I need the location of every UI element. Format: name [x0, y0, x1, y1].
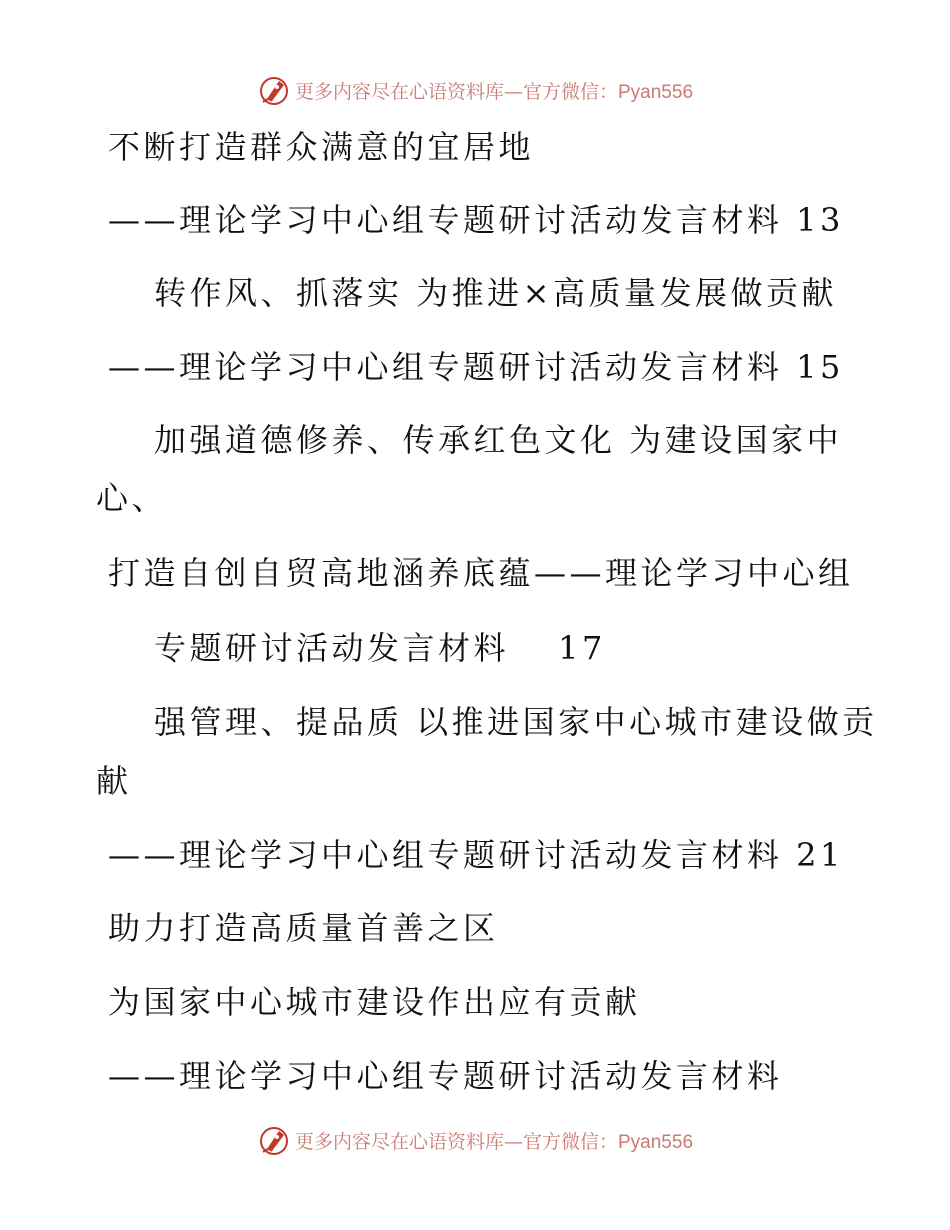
watermark-dash: —	[503, 80, 523, 103]
toc-line-14: ——理论学习中心组专题研讨活动发言材料	[108, 1057, 783, 1095]
watermark-text	[295, 1127, 693, 1154]
watermark-suffix: 官方微信：	[522, 80, 618, 103]
footer-watermark-banner	[0, 1120, 950, 1160]
watermark-suffix: 官方微信：	[522, 1130, 618, 1153]
watermark-main: 更多内容尽在心语资料库	[294, 1130, 504, 1153]
toc-line-13: 为国家中心城市建设作出应有贡献	[108, 983, 641, 1021]
header-watermark-banner	[0, 70, 950, 110]
pen-nib-logo-icon	[257, 73, 291, 107]
toc-line-4: ——理论学习中心组专题研讨活动发言材料 15	[108, 348, 844, 386]
toc-line-9: 强管理、提品质 以推进国家中心城市建设做贡	[154, 703, 878, 741]
pen-nib-logo-icon	[257, 1123, 291, 1157]
watermark-main: 更多内容尽在心语资料库	[294, 80, 504, 103]
toc-line-3: 转作风、抓落实 为推进×高质量发展做贡献	[154, 274, 837, 312]
toc-line-8: 专题研讨活动发言材料 17	[154, 629, 606, 667]
toc-line-10: 献	[96, 762, 132, 800]
toc-line-1: 不断打造群众满意的宜居地	[108, 128, 535, 166]
toc-line-11: ——理论学习中心组专题研讨活动发言材料 21	[108, 836, 844, 874]
toc-line-6: 心、	[96, 479, 168, 517]
toc-line-12: 助力打造高质量首善之区	[108, 909, 499, 947]
toc-line-7: 打造自创自贸高地涵养底蕴——理论学习中心组	[108, 554, 854, 592]
toc-line-5: 加强道德修养、传承红色文化 为建设国家中	[154, 421, 843, 459]
watermark-wechat-id: Pyan556	[618, 1131, 694, 1153]
watermark-dash: —	[503, 1130, 523, 1153]
toc-line-2: ——理论学习中心组专题研讨活动发言材料 13	[108, 201, 844, 239]
watermark-wechat-id: Pyan556	[618, 81, 694, 103]
watermark-text	[295, 77, 693, 104]
